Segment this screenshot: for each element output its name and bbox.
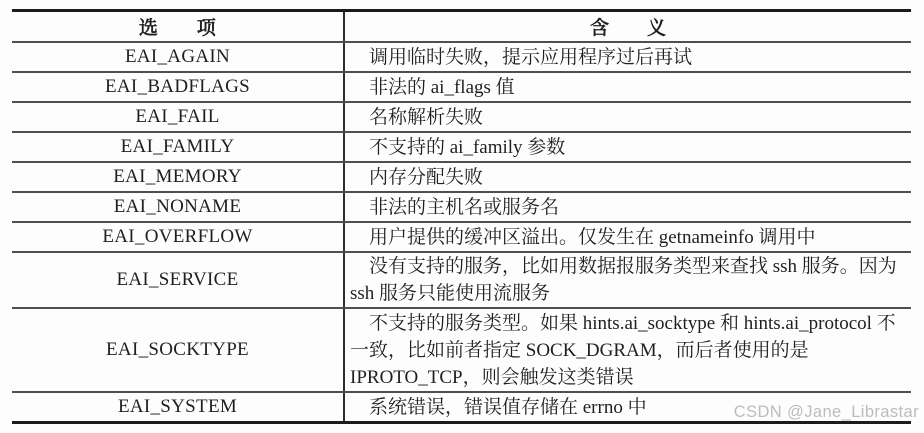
- option-label: EAI_SOCKTYPE: [106, 339, 249, 360]
- table-row: [12, 103, 911, 133]
- table-row: [12, 193, 911, 223]
- meaning-cell: [345, 253, 911, 307]
- option-cell: [12, 223, 345, 251]
- meaning-cell: [345, 103, 911, 131]
- meaning-text: 系统错误，错误值存储在 errno 中: [369, 396, 647, 418]
- meaning-text: 调用临时失败，提示应用程序过后再试: [369, 46, 693, 68]
- meaning-text: 非法的 ai_flags 值: [369, 76, 515, 98]
- meaning-text: 不支持的服务类型。如果 hints.ai_socktype 和 hints.ai_protocol 不一致，比如前者指定 SOCK_DGRAM，而后者使用的是 IPROTO_TCP，则会触发这类错误: [350, 312, 896, 388]
- meaning-cell: [345, 193, 911, 221]
- csdn-watermark: CSDN @Jane_Librastar: [733, 403, 919, 421]
- option-cell: [12, 253, 345, 307]
- meaning-cell: [345, 133, 911, 161]
- table-row: [12, 223, 911, 253]
- table-header-row: [12, 12, 911, 43]
- table-row: [12, 43, 911, 73]
- option-cell: [12, 73, 345, 101]
- option-label: EAI_OVERFLOW: [102, 226, 253, 247]
- option-label: EAI_SERVICE: [116, 269, 239, 290]
- option-label: EAI_MEMORY: [113, 166, 242, 187]
- header-meaning-cell: [345, 12, 911, 41]
- option-label: EAI_BADFLAGS: [104, 76, 251, 97]
- meaning-cell: [345, 163, 911, 191]
- table-row: [12, 73, 911, 103]
- table-row: [12, 309, 911, 393]
- option-cell: [12, 43, 345, 71]
- error-codes-table: [12, 9, 911, 424]
- option-cell: [12, 309, 345, 391]
- meaning-cell: [345, 43, 911, 71]
- option-label: EAI_FAMILY: [120, 136, 235, 157]
- option-label: EAI_FAIL: [135, 106, 220, 127]
- meaning-cell: [345, 73, 911, 101]
- header-option-cell: [12, 12, 345, 41]
- header-meaning-label: 含 义: [589, 18, 666, 39]
- meaning-text: 内存分配失败: [369, 166, 484, 188]
- meaning-cell: [345, 223, 911, 251]
- header-option-label: 选 项: [138, 18, 217, 39]
- meaning-text: 用户提供的缓冲区溢出。仅发生在 getnameinfo 调用中: [369, 226, 816, 248]
- option-cell: [12, 133, 345, 161]
- option-cell: [12, 103, 345, 131]
- option-label: EAI_AGAIN: [124, 46, 231, 67]
- table-row: [12, 253, 911, 309]
- meaning-text: 名称解析失败: [369, 106, 484, 128]
- table-row: [12, 133, 911, 163]
- option-cell: [12, 193, 345, 221]
- meaning-cell: [345, 309, 911, 391]
- meaning-text: 没有支持的服务，比如用数据报服务类型来查找 ssh 服务。因为 ssh 服务只能使用流服务: [350, 256, 897, 304]
- option-cell: [12, 163, 345, 191]
- meaning-text: 不支持的 ai_family 参数: [369, 136, 566, 158]
- meaning-text: 非法的主机名或服务名: [369, 196, 560, 218]
- option-cell: [12, 393, 345, 421]
- option-label: EAI_NONAME: [113, 196, 242, 217]
- table-row: [12, 163, 911, 193]
- option-label: EAI_SYSTEM: [117, 396, 238, 417]
